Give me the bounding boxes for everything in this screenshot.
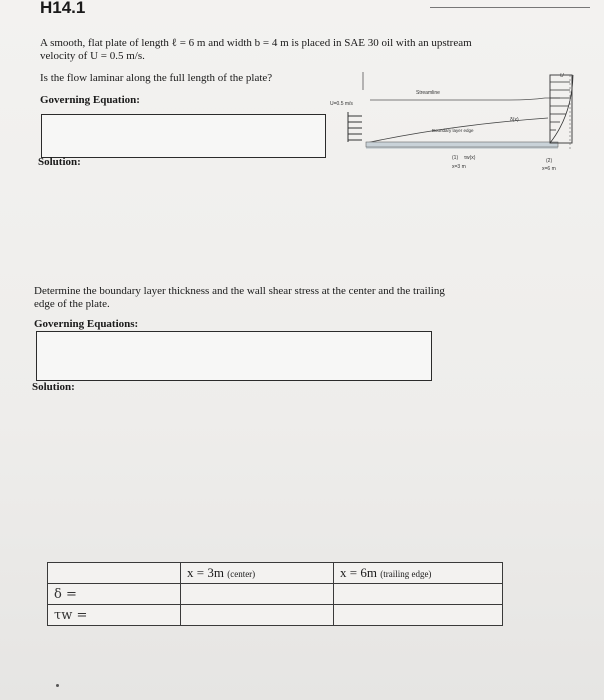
figure-label-boundary: Boundary layer edge (432, 128, 474, 133)
part2-solution-label: Solution: (32, 381, 75, 393)
results-table (47, 562, 503, 626)
tau-trailing-cell[interactable] (334, 605, 503, 626)
part2-governing-label: Governing Equations: (34, 318, 139, 330)
row-tau-label: τw = (48, 605, 181, 626)
delta-trailing-cell[interactable] (334, 584, 503, 605)
figure-label-x2: x=6 m (542, 166, 556, 172)
problem-statement-line1: A smooth, flat plate of length ℓ = 6 m and width b = 4 m is placed in SAE 30 oil with an upstream (40, 37, 472, 49)
table-row (48, 605, 503, 626)
figure-label-u-top: U (560, 73, 564, 79)
figure-label-delta: δ(x) (510, 117, 519, 123)
part2-question-line1: Determine the boundary layer thickness and the wall shear stress at the center and the trailing (34, 285, 445, 297)
header-center (181, 563, 334, 584)
part1-solution-label: Solution: (38, 156, 81, 168)
figure-label-station1: (1) (452, 155, 459, 161)
table-header-row (48, 563, 503, 584)
delta-center-cell[interactable] (181, 584, 334, 605)
boundary-layer-figure (330, 70, 596, 180)
header-trailing-main: x = 6m (340, 565, 377, 580)
header-center-note: (center) (227, 569, 256, 579)
title-underline (430, 7, 590, 8)
row-delta-label: δ = (48, 584, 181, 605)
figure-label-streamline: Streamline (416, 90, 440, 96)
page-speck (56, 684, 59, 687)
governing-equation-input[interactable] (41, 114, 326, 158)
header-center-main: x = 3m (187, 565, 224, 580)
part2-question-line2: edge of the plate. (34, 298, 110, 310)
table-row (48, 584, 503, 605)
tau-center-cell[interactable] (181, 605, 334, 626)
figure-label-x1: x=3 m (452, 164, 466, 170)
figure-label-tau: τw(x) (464, 155, 476, 161)
governing-equations-input[interactable] (36, 331, 432, 381)
part1-question: Is the flow laminar along the full length of the plate? (40, 72, 273, 84)
problem-id: H14.1 (40, 0, 86, 17)
figure-label-station2: (2) (546, 158, 553, 164)
figure-label-u: U=0.5 m/s (330, 101, 353, 107)
part1-governing-label: Governing Equation: (40, 94, 140, 106)
header-trailing (334, 563, 503, 584)
header-trailing-note: (trailing edge) (380, 569, 432, 579)
problem-statement-line2: velocity of U = 0.5 m/s. (40, 50, 145, 62)
table-corner-cell (48, 563, 181, 584)
